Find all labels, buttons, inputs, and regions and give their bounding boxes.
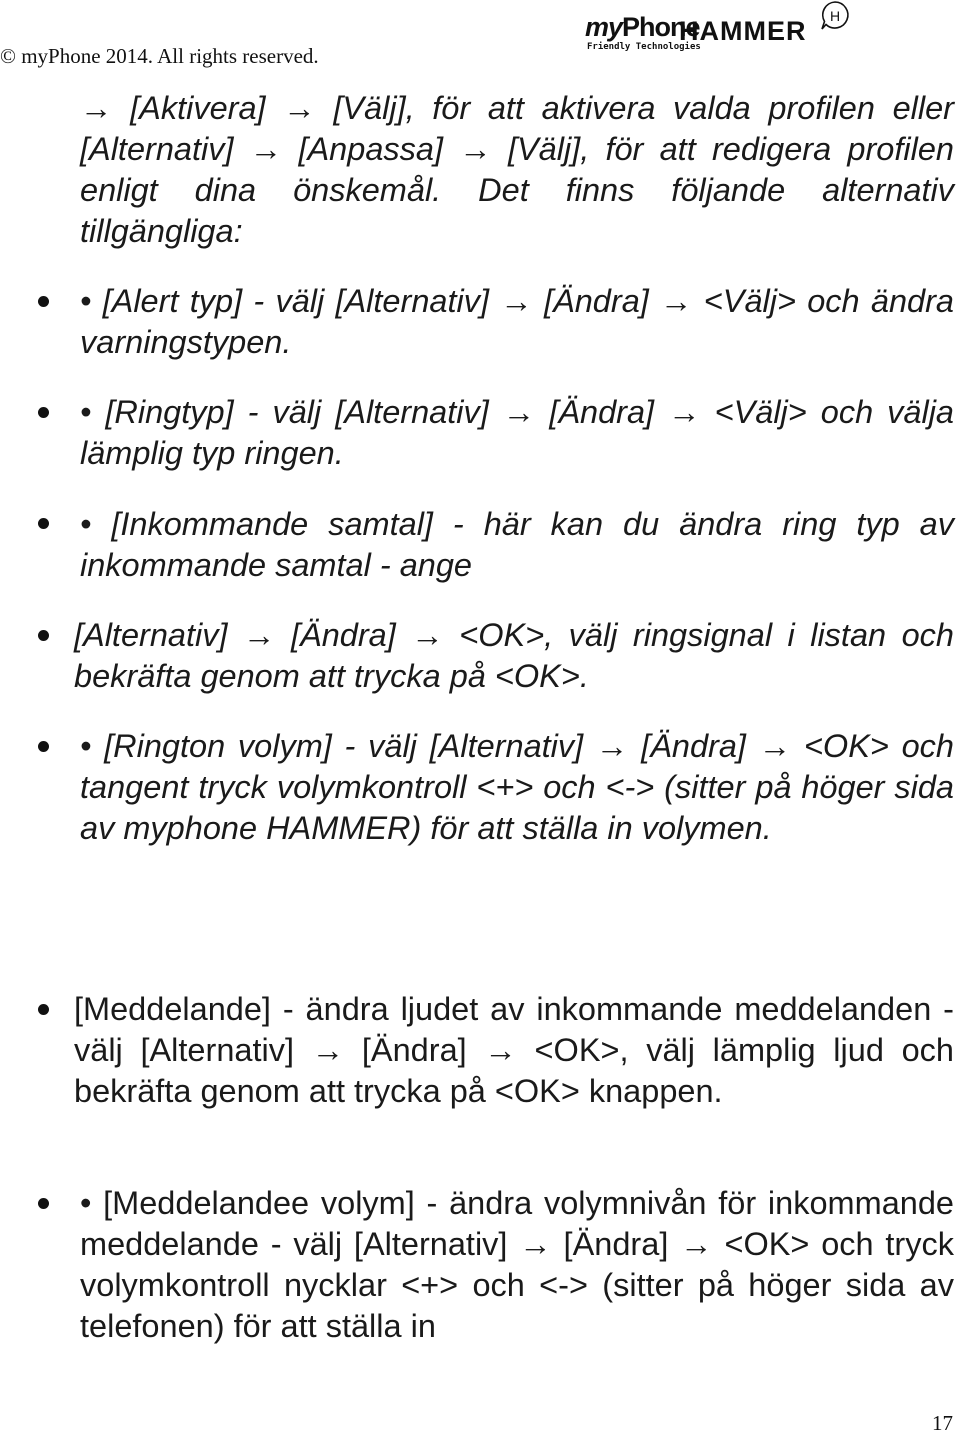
list-bullet	[38, 630, 49, 641]
logo-tagline: Friendly Technologies	[587, 42, 701, 52]
list-item-incoming-call: • [Inkommande samtal] - här kan du ändra ring typ av inkommande samtal - ange	[80, 506, 954, 583]
speech-bubble-h-icon	[819, 0, 851, 32]
list-item-alternative-ok: [Alternativ] → [Ändra] → <OK>, välj ringsignal i listan och bekräfta genom att trycka på <OK>.	[74, 617, 954, 694]
list-bullet	[38, 1198, 49, 1209]
page-number: 17	[932, 1411, 953, 1435]
logo-myphone-wordmark: myPhone	[585, 12, 700, 42]
list-item-ringtype: • [Ringtyp] - välj [Alternativ] → [Ändra] → <Välj> och välja lämplig typ ringen.	[80, 394, 954, 471]
list-item-ringtone-volume: • [Rington volym] - välj [Alternativ] → [Ändra] → <OK> och tangent tryck volymkontroll <+> och <-> (sitter på höger sida av myphone HAMMER) för att ställa in volymen.	[80, 728, 954, 846]
list-bullet	[38, 1004, 49, 1015]
list-bullet	[38, 296, 49, 307]
svg-text:H: H	[829, 8, 841, 24]
list-bullet	[38, 741, 49, 752]
list-item-alert-type: • [Alert typ] - välj [Alternativ] → [Ändra] → <Välj> och ändra varningstypen.	[80, 283, 954, 360]
copyright-notice: © myPhone 2014. All rights reserved.	[0, 44, 319, 68]
myphone-hammer-logo	[585, 0, 855, 60]
logo-hammer-wordmark: HAMMER	[679, 16, 807, 46]
list-item-message: [Meddelande] - ändra ljudet av inkommande meddelanden - välj [Alternativ] → [Ändra] → <OK>, välj lämplig ljud och bekräfta genom att trycka på <OK> knappen.	[74, 991, 954, 1109]
intro-paragraph: → [Aktivera] → [Välj], för att aktivera valda profilen eller [Alternativ] → [Anpassa] → [Välj], för att redigera profilen enligt dina önskemål. Det finns följande alternativ tillgängliga:	[80, 90, 954, 249]
page-header	[0, 0, 960, 80]
list-bullet	[38, 518, 49, 529]
list-bullet	[38, 407, 49, 418]
list-item-message-volume: • [Meddelandee volym] - ändra volymnivån för inkommande meddelande - välj [Alternativ] → [Ändra] → <OK> och tryck volymkontroll nycklar <+> och <-> (sitter på höger sida av telefonen) för att ställa in	[80, 1185, 954, 1344]
